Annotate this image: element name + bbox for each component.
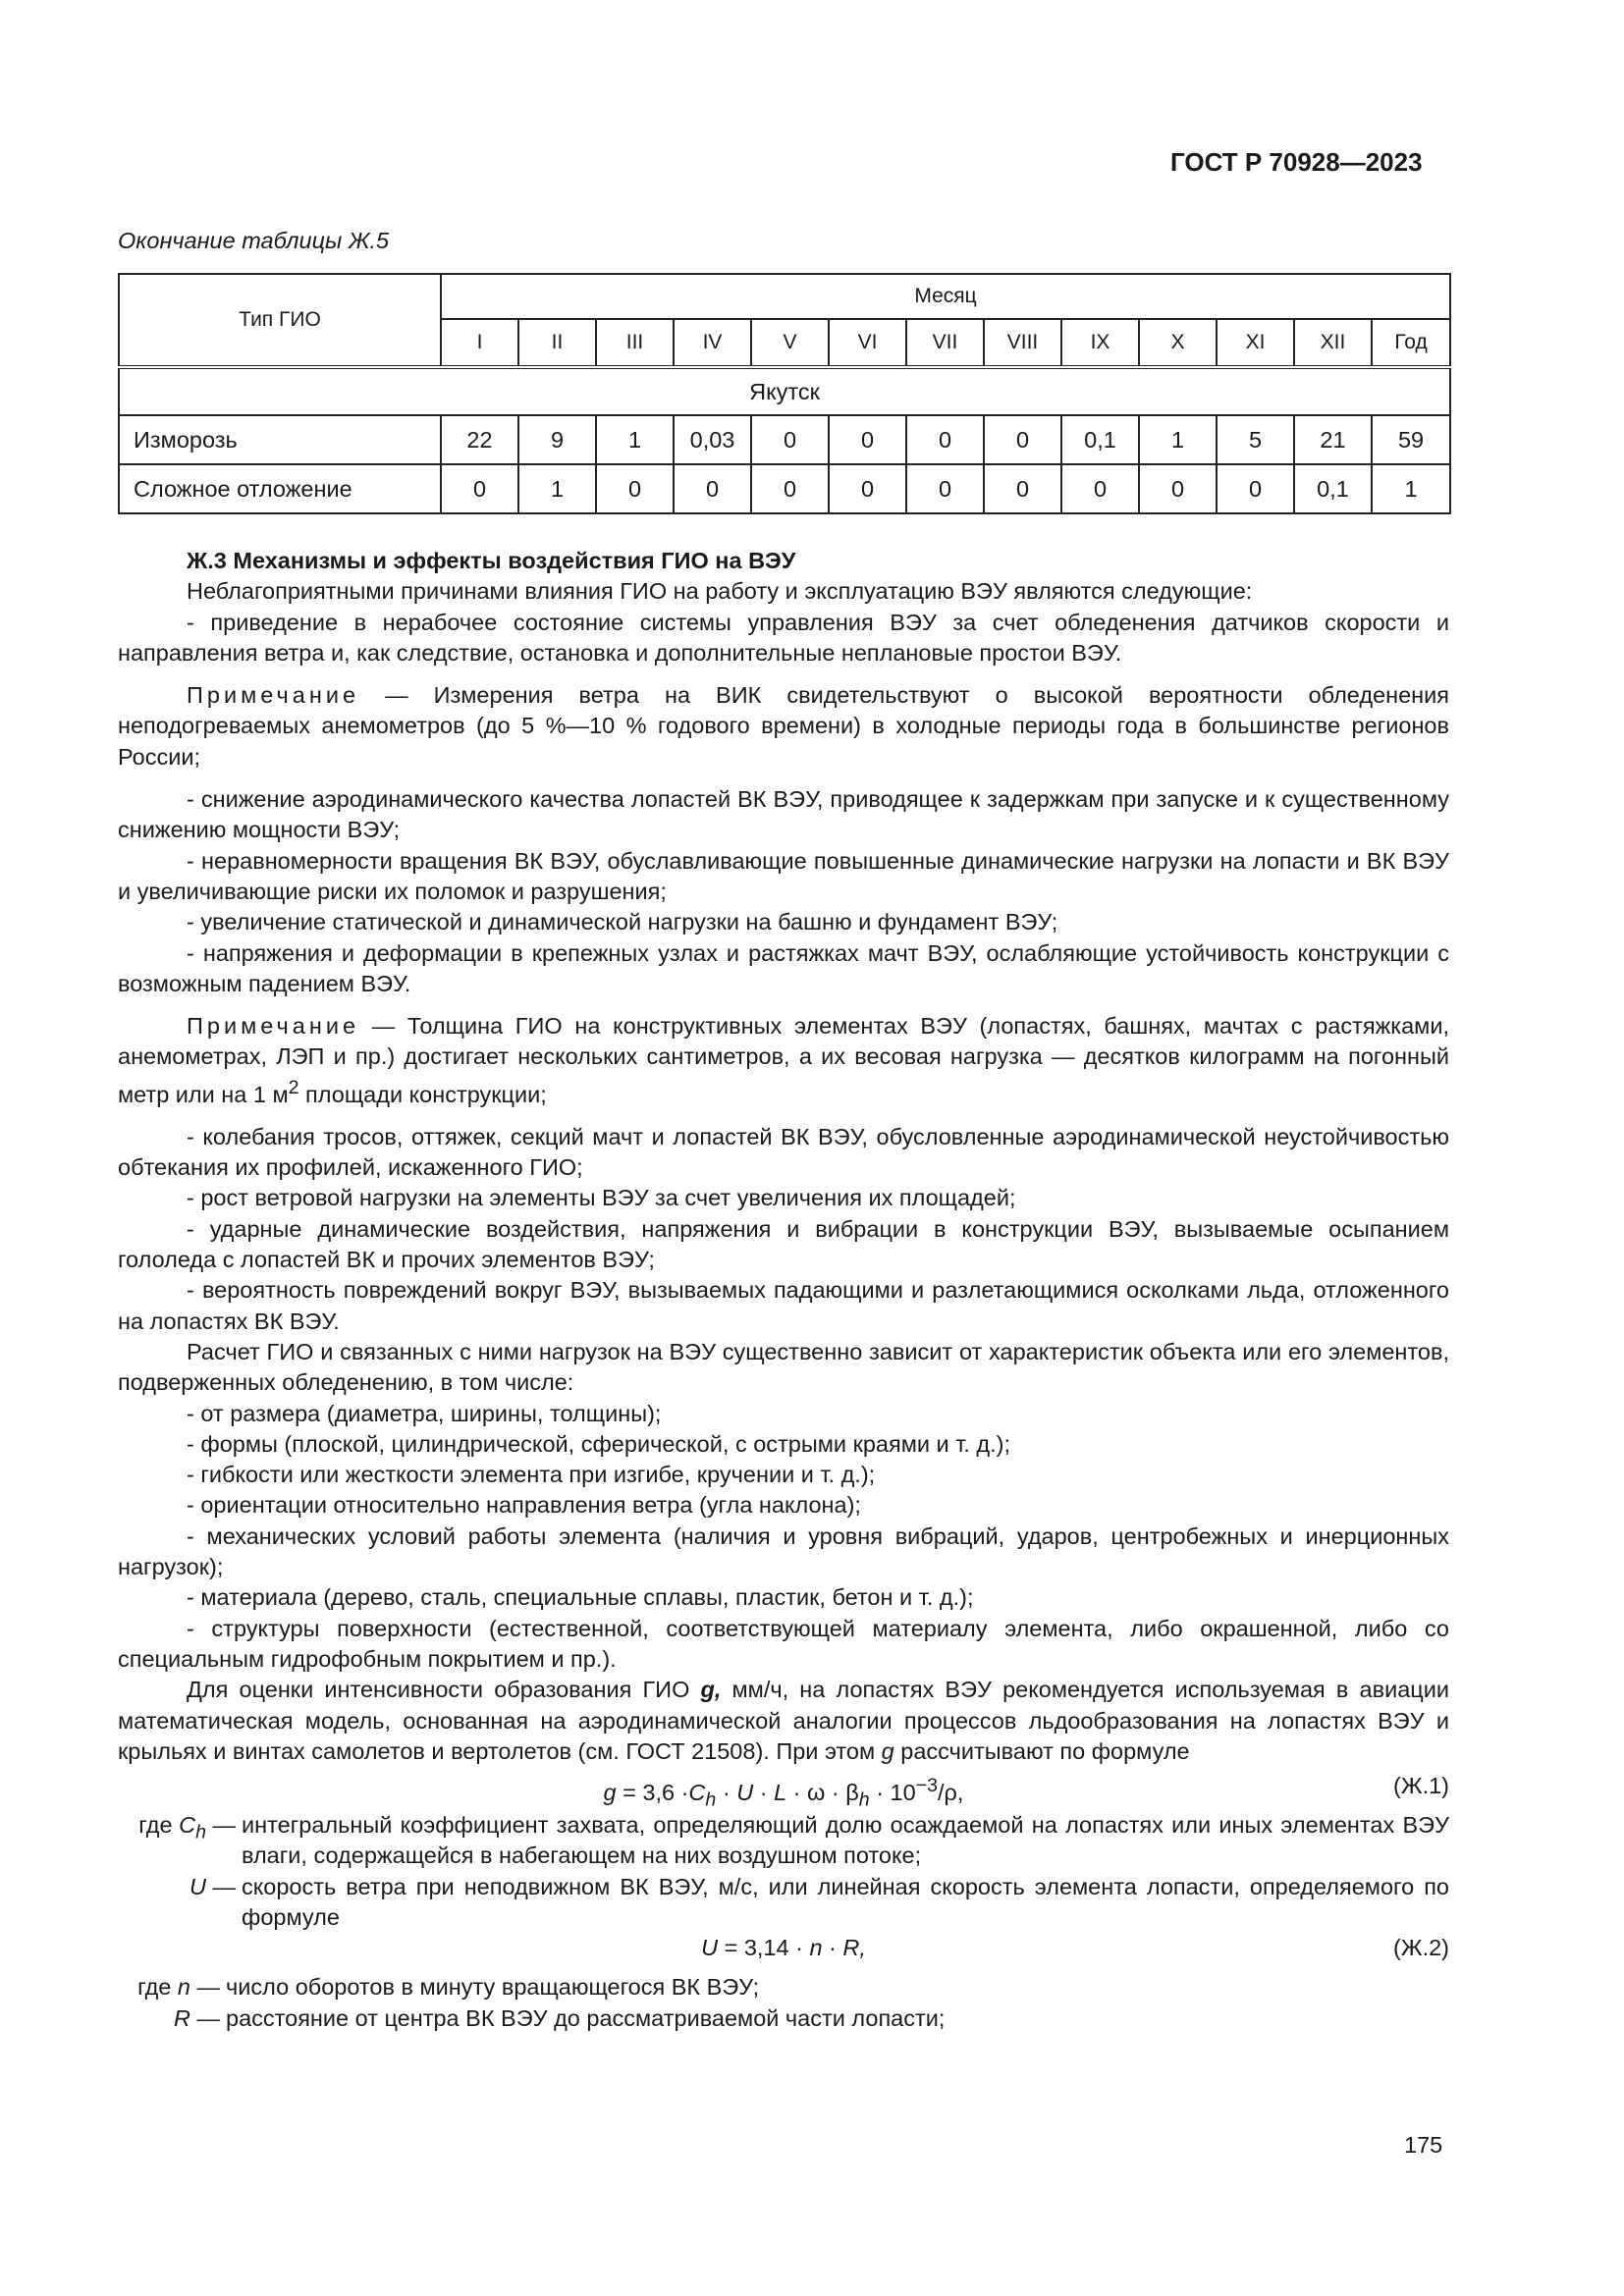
formula-number: (Ж.2)	[1393, 1935, 1449, 1961]
text-run: мм/ч, на лопастях ВЭУ рекомендуется используемая в авиации математическая модель, основанная на аэродинамической аналогии процессов льдообразования на лопастях ВЭУ и крыльях и винтах самолетов и вертолетов (см. ГОСТ 21508). При этом	[118, 1677, 1449, 1764]
table-cell: 0	[751, 464, 829, 513]
note-text: площади конструкции;	[298, 1081, 547, 1107]
var-u: U	[189, 1873, 206, 1899]
note-text: — Измерения ветра на ВИК свидетельствуют о высокой вероятности обледенения неподогреваемых анемометров (до 5 %—10 % годового времени) в холодные периоды года в большинстве регионов России;	[118, 682, 1449, 770]
table-cell: 1	[596, 415, 674, 464]
text-run: Для оценки интенсивности образования ГИО	[187, 1677, 701, 1703]
list-item: - материала (дерево, сталь, специальные сплавы, пластик, бетон и т. д.);	[187, 1584, 974, 1611]
where-line	[118, 1810, 1449, 1872]
icing-data-table	[118, 273, 1451, 514]
formula-part: ·	[753, 1779, 775, 1805]
table-cell: 0	[1139, 464, 1217, 513]
table-cell: 0	[751, 415, 829, 464]
paragraph	[118, 1675, 1449, 1767]
table-cell: 0	[906, 415, 984, 464]
var-c: C	[179, 1812, 196, 1839]
month-header: X	[1139, 319, 1217, 367]
var-u: U	[736, 1779, 754, 1805]
list-item: - увеличение статической и динамической нагрузки на башню и фундамент ВЭУ;	[187, 909, 1058, 935]
where-text: число оборотов в минуту вращающегося ВК ВЭУ;	[226, 1974, 760, 2001]
where-symbol	[118, 1872, 236, 1934]
where-block-2	[118, 1972, 1449, 2034]
list-item: - приведение в нерабочее состояние системы управления ВЭУ за счет обледенения датчиков скорости и направления ветра и, как следствие, остановка и дополнительные неплановые простои ВЭУ.	[118, 609, 1449, 666]
table-cell: 9	[518, 415, 596, 464]
table-cell: 1	[518, 464, 596, 513]
table-cell: 0	[1217, 464, 1294, 513]
month-header: IV	[674, 319, 751, 367]
table-cell: 0,03	[674, 415, 751, 464]
table-cell: 5	[1217, 415, 1294, 464]
var-c: C	[688, 1779, 706, 1805]
var-u: U	[701, 1935, 719, 1961]
var-r: R	[173, 2004, 190, 2031]
table-cell: 0,1	[1294, 464, 1372, 513]
city-row: Якутск	[119, 367, 1450, 415]
text-run: рассчитывают по формуле	[893, 1737, 1190, 1764]
where-line	[118, 1872, 1449, 1934]
list-item: - вероятность повреждений вокруг ВЭУ, вызываемых падающими и разлетающимися осколками льда, отложенного на лопастях ВК ВЭУ.	[118, 1277, 1449, 1334]
list-item: - колебания тросов, оттяжек, секций мачт и лопастей ВК ВЭУ, обусловленные аэродинамической неустойчивостью обтекания их профилей, искаженного ГИО;	[118, 1123, 1449, 1181]
where-line	[118, 1972, 1449, 2002]
formula-part: · 10	[869, 1779, 916, 1805]
paragraph: Расчет ГИО и связанных с ними нагрузок на ВЭУ существенно зависит от характеристик объекта или его элементов, подверженных обледенению, в том числе:	[118, 1338, 1449, 1396]
row-label: Сложное отложение	[119, 464, 441, 513]
year-header: Год	[1372, 319, 1450, 367]
superscript: 2	[288, 1076, 299, 1098]
table-cell: 1	[1372, 464, 1450, 513]
var-n: n	[809, 1935, 823, 1961]
table-caption: Окончание таблицы Ж.5	[118, 228, 390, 253]
note-paragraph	[118, 1011, 1449, 1110]
table-row	[119, 464, 1450, 513]
formula-part: /ρ,	[938, 1779, 964, 1805]
formula-part: · ω · β	[786, 1779, 859, 1805]
subscript-h: h	[195, 1821, 206, 1843]
var-n: n	[177, 1974, 190, 2001]
table-cell: 21	[1294, 415, 1372, 464]
table-row	[119, 415, 1450, 464]
formula-part: = 3,14 ·	[718, 1935, 810, 1961]
where-lead: где	[137, 1974, 178, 2001]
formula-zh1	[118, 1771, 1449, 1811]
section-heading: Ж.3 Механизмы и эффекты воздействия ГИО на ВЭУ	[187, 548, 796, 573]
month-header: VI	[829, 319, 906, 367]
page-number: 175	[1404, 2132, 1443, 2158]
dash: —	[205, 1873, 236, 1899]
month-header: XII	[1294, 319, 1372, 367]
row-label: Изморозь	[119, 415, 441, 464]
dash: —	[189, 2004, 220, 2031]
where-block-1	[118, 1810, 1449, 1933]
var-r: R,	[842, 1935, 866, 1961]
table-cell: 0	[674, 464, 751, 513]
list-item: - неравномерности вращения ВК ВЭУ, обуславливающие повышенные динамические нагрузки на лопасти и ВК ВЭУ и увеличивающие риски их поломок и разрушения;	[118, 847, 1449, 904]
column-header-month: Месяц	[441, 274, 1450, 319]
list-item: - механических условий работы элемента (наличия и уровня вибраций, ударов, центробежных и инерционных нагрузок);	[118, 1522, 1449, 1580]
table-cell: 0	[441, 464, 518, 513]
list-item: - ориентации относительно направления ветра (угла наклона);	[187, 1492, 861, 1519]
where-lead: где	[138, 1812, 180, 1839]
list-item: - гибкости или жесткости элемента при изгибе, кручении и т. д.);	[187, 1462, 876, 1488]
formula-expression	[118, 1933, 1449, 1963]
month-header: II	[518, 319, 596, 367]
formula-zh2	[118, 1933, 1449, 1966]
paragraph: Неблагоприятными причинами влияния ГИО на работу и эксплуатацию ВЭУ являются следующие:	[187, 578, 1253, 605]
formula-expression	[118, 1771, 1449, 1816]
month-header: I	[441, 319, 518, 367]
note-text: — Толщина ГИО на конструктивных элементах ВЭУ (лопастях, башнях, мачтах с растяжками, анемометрах, ЛЭП и пр.) достигает нескольких сантиметров, а их весовая нагрузка — десятков килограмм на погонный метр или на 1 м	[118, 1013, 1449, 1107]
month-header: III	[596, 319, 674, 367]
superscript: −3	[915, 1775, 939, 1797]
section-body	[118, 546, 1449, 2034]
variable-g: g	[881, 1737, 894, 1764]
list-item: - структуры поверхности (естественной, соответствующей материалу элемента, либо окрашенной, либо со специальным гидрофобным покрытием и пр.).	[118, 1615, 1449, 1672]
dash: —	[205, 1812, 236, 1839]
month-header: VIII	[984, 319, 1061, 367]
table-cell: 1	[1139, 415, 1217, 464]
table-cell: 59	[1372, 415, 1450, 464]
month-header: XI	[1217, 319, 1294, 367]
list-item: - напряжения и деформации в крепежных узлах и растяжках мачт ВЭУ, ослабляющие устойчивость конструкции с возможным падением ВЭУ.	[118, 939, 1449, 996]
formula-number: (Ж.1)	[1393, 1773, 1449, 1799]
month-header: VII	[906, 319, 984, 367]
var-l: L	[774, 1779, 787, 1805]
where-text: интегральный коэффициент захвата, определяющий долю осаждаемой на лопастях или иных элементах ВЭУ влаги, содержащейся в набегающем на них воздушном потоке;	[242, 1812, 1449, 1869]
list-item: - формы (плоской, цилиндрической, сферической, с острыми краями и т. д.);	[187, 1430, 1011, 1457]
note-paragraph	[118, 680, 1449, 773]
dash: —	[189, 1974, 220, 2001]
document-number: ГОСТ Р 70928—2023	[1170, 147, 1423, 177]
list-item: - снижение аэродинамического качества лопастей ВК ВЭУ, приводящее к задержкам при запуске и к существенному снижению мощности ВЭУ;	[118, 786, 1449, 843]
where-line	[118, 2003, 1449, 2034]
formula-part: ·	[716, 1779, 737, 1805]
table-cell: 0	[829, 464, 906, 513]
table-cell: 0,1	[1061, 415, 1139, 464]
month-header: V	[751, 319, 829, 367]
where-symbol	[118, 1810, 236, 1872]
table-cell: 0	[1061, 464, 1139, 513]
list-item: - от размера (диаметра, ширины, толщины);	[187, 1400, 662, 1426]
variable-g: g,	[700, 1677, 722, 1703]
formula-part: = 3,6 ·	[616, 1779, 689, 1805]
table-cell: 0	[984, 415, 1061, 464]
month-header: IX	[1061, 319, 1139, 367]
subscript-h: h	[705, 1789, 717, 1811]
table-cell: 0	[829, 415, 906, 464]
where-symbol	[118, 2003, 220, 2034]
where-text: скорость ветра при неподвижном ВК ВЭУ, м/с, или линейная скорость элемента лопасти, определяемого по формуле	[242, 1873, 1449, 1930]
list-item: - ударные динамические воздействия, напряжения и вибрации в конструкции ВЭУ, вызываемые осыпанием гололеда с лопастей ВК и прочих элементов ВЭУ;	[118, 1215, 1449, 1273]
where-symbol	[118, 1972, 220, 2002]
formula-part: ·	[822, 1935, 843, 1961]
column-header-type: Тип ГИО	[119, 274, 441, 367]
table-cell: 0	[596, 464, 674, 513]
table-cell: 0	[906, 464, 984, 513]
table-cell: 22	[441, 415, 518, 464]
var-g: g	[603, 1779, 617, 1805]
where-text: расстояние от центра ВК ВЭУ до рассматриваемой части лопасти;	[226, 2004, 946, 2031]
note-label: Примечание	[187, 1013, 360, 1040]
subscript-h: h	[858, 1789, 870, 1811]
note-label: Примечание	[187, 682, 360, 709]
list-item: - рост ветровой нагрузки на элементы ВЭУ за счет увеличения их площадей;	[187, 1185, 1016, 1211]
table-cell: 0	[984, 464, 1061, 513]
